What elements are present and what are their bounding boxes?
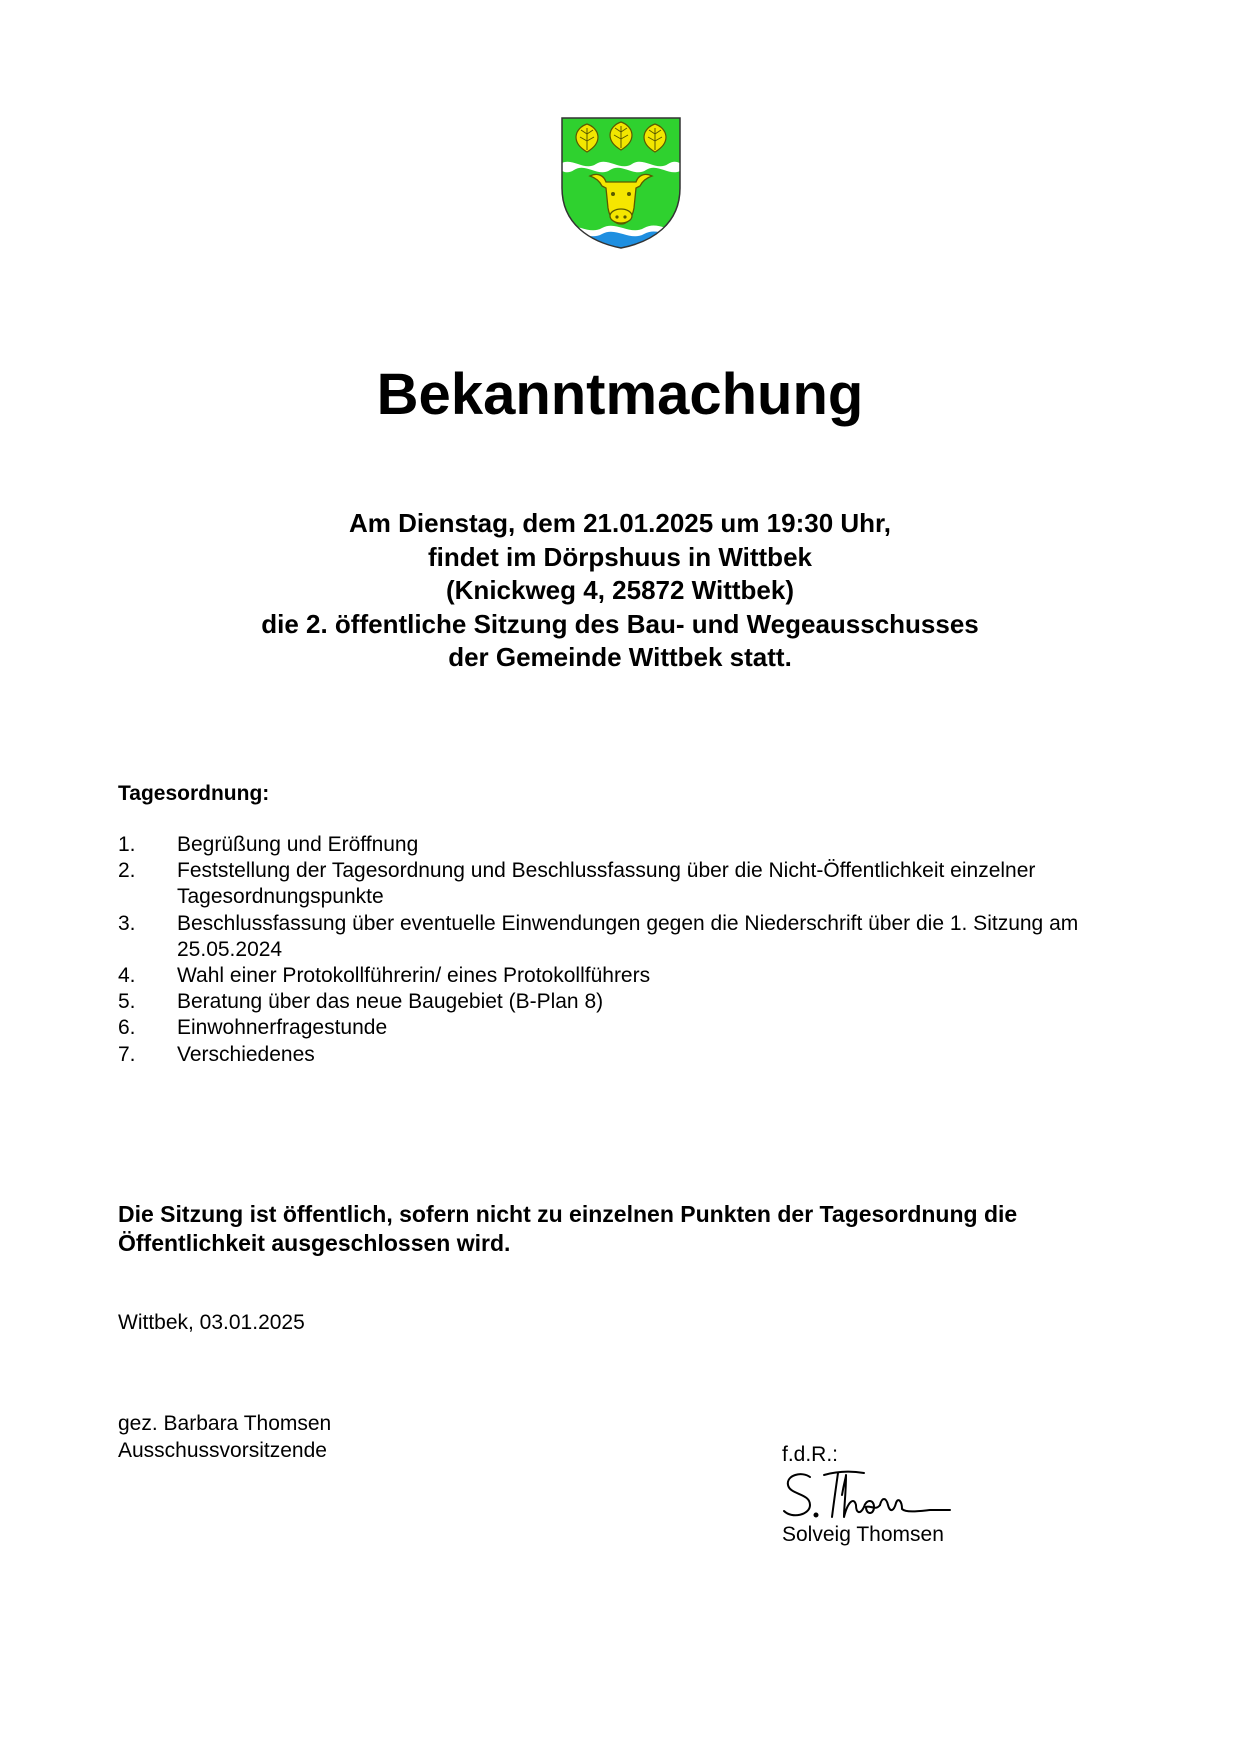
agenda-item-text: Beschlussfassung über eventuelle Einwendungen gegen die Niederschrift über die 1. Sitzung am 25.05.2024 [177,911,1079,961]
signatory-role: Ausschussvorsitzende [118,1438,327,1462]
intro-line: Am Dienstag, dem 21.01.2025 um 19:30 Uhr, [349,508,891,538]
signatory-block [118,1411,331,1464]
agenda-list [118,832,1138,1068]
agenda-item [118,1042,1138,1068]
agenda-item-number: 7. [118,1042,136,1066]
agenda-item [118,858,1138,910]
intro-line: (Knickweg 4, 25872 Wittbek) [446,575,794,605]
intro-line: findet im Dörpshuus in Wittbek [428,541,812,572]
agenda-item-text: Feststellung der Tagesordnung und Beschlussfassung über die Nicht-Öffentlichkeit einzelner Tagesordnungspunkte [177,859,1036,909]
agenda-item-text: Verschiedenes [177,1042,315,1066]
agenda-item-number: 3. [118,911,136,935]
agenda-item-number: 1. [118,833,136,856]
signatory-name: gez. Barbara Thomsen [118,1412,332,1435]
agenda-item [118,989,1138,1015]
agenda-item-number: 5. [118,990,136,1014]
meeting-intro [0,507,1240,675]
agenda-item-text: Wahl einer Protokollführerin/ eines Protokollführers [177,964,651,988]
agenda-item [118,832,1138,858]
handwritten-signature-icon [780,1465,960,1525]
intro-line: der Gemeinde Wittbek statt. [448,642,792,672]
agenda-item-number: 4. [118,964,136,988]
agenda-item-text: Einwohnerfragestunde [177,1016,388,1040]
agenda-item [118,963,1138,989]
agenda-item [118,911,1138,963]
fdr-name: Solveig Thomsen [782,1523,944,1546]
place-date: Wittbek, 03.01.2025 [118,1311,305,1334]
fdr-label: f.d.R.: [782,1443,839,1466]
agenda-item [118,1015,1138,1041]
agenda-heading: Tagesordnung: [118,782,270,805]
coat-of-arms-icon [560,116,682,250]
intro-line: die 2. öffentliche Sitzung des Bau- und Wegeausschusses [261,608,979,639]
public-notice: Die Sitzung ist öffentlich, sofern nicht zu einzelnen Punkten der Tagesordnung die Öffentlichkeit ausgeschlossen wird. [118,1201,1018,1256]
agenda-item-number: 2. [118,859,136,883]
agenda-item-text: Beratung über das neue Baugebiet (B-Plan 8) [177,990,604,1014]
agenda-item-text: Begrüßung und Eröffnung [177,833,419,856]
page-title: Bekanntmachung [376,362,864,427]
agenda-item-number: 6. [118,1016,136,1040]
